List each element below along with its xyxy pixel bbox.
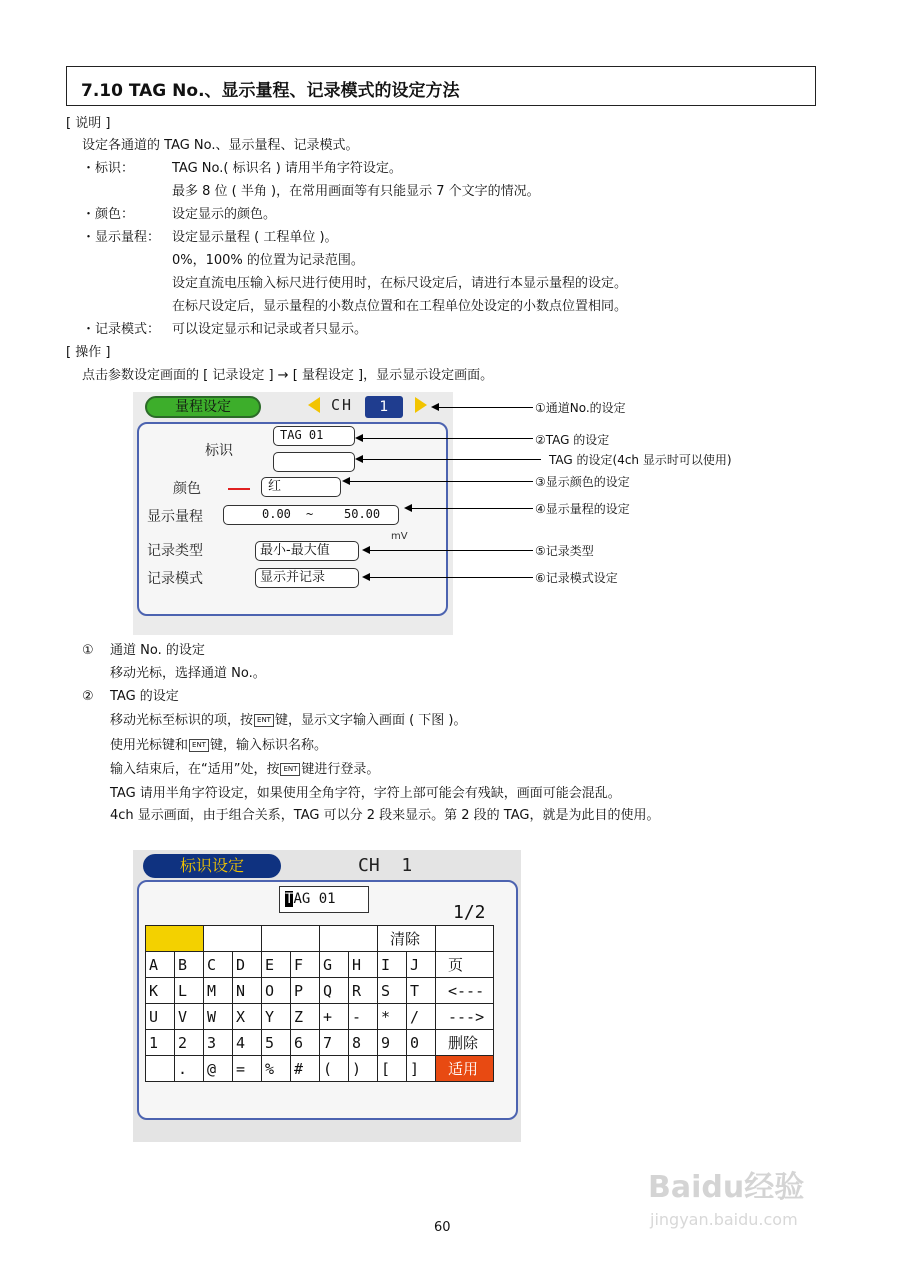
annotation-line <box>348 481 533 482</box>
step1-number: ① <box>82 643 94 658</box>
key[interactable]: Q <box>320 978 349 1004</box>
section-title: 7.10 TAG No.、显示量程、记录模式的设定方法 <box>81 81 460 101</box>
key-cursor-left[interactable]: <--- <box>436 978 494 1004</box>
arrow-head-icon <box>362 573 370 581</box>
annotation-color: ③显示颜色的设定 <box>535 475 630 489</box>
key[interactable]: 3 <box>204 1030 233 1056</box>
key[interactable]: Y <box>262 1004 291 1030</box>
tag-text-value: AG 01 <box>293 891 336 907</box>
bullet-color-line: 设定显示的颜色。 <box>172 207 277 222</box>
key[interactable]: 7 <box>320 1030 349 1056</box>
key[interactable]: [ <box>378 1056 407 1082</box>
keyboard-row <box>146 1030 494 1056</box>
step2-line3-text: 键进行登录。 <box>301 762 380 777</box>
annotation-tag: ②TAG 的设定 <box>535 433 610 447</box>
key[interactable]: I <box>378 952 407 978</box>
annotation-range: ④显示量程的设定 <box>535 502 630 516</box>
step2-line4: TAG 请用半角字符设定，如果使用全角字符，字符上部可能会有残缺，画面可能会混乱。 <box>110 786 621 801</box>
keyboard-row <box>146 952 494 978</box>
range-settings-tab[interactable]: 量程设定 <box>145 396 261 418</box>
key[interactable]: 9 <box>378 1030 407 1056</box>
key[interactable]: O <box>262 978 291 1004</box>
page-indicator: 1/2 <box>453 902 486 923</box>
key-selected-blank[interactable] <box>146 926 204 952</box>
bullet-tag: ・标识： <box>82 161 135 176</box>
range-separator: ~ <box>306 507 314 521</box>
tag-input-screen <box>133 850 521 1142</box>
key-clear[interactable]: 清除 <box>378 926 436 952</box>
bullet-range-line: 设定显示量程 ( 工程单位 )。 <box>172 230 338 245</box>
record-type-select[interactable]: 最小-最大值 <box>255 541 359 561</box>
keyboard-row <box>146 978 494 1004</box>
operation-label: [ 操作 ] <box>66 345 111 360</box>
channel-next-arrow-icon[interactable] <box>415 397 427 413</box>
page-number: 60 <box>434 1220 451 1235</box>
bullet-tag-line: 最多 8 位 ( 半角 )，在常用画面等有只能显示 7 个文字的情况。 <box>172 184 540 199</box>
bullet-color: ・颜色： <box>82 207 135 222</box>
key[interactable]: 1 <box>146 1030 175 1056</box>
operation-intro: 点击参数设定画面的 [ 记录设定 ] → [ 量程设定 ]，显示显示设定画面。 <box>82 368 494 383</box>
channel-number[interactable]: 1 <box>365 396 403 418</box>
step2-line1-text: 键，显示文字输入画面 ( 下图 )。 <box>274 713 467 728</box>
keyboard-row <box>146 1004 494 1030</box>
step2-line3-text: 输入结束后，在“适用”处，按 <box>110 762 280 777</box>
key[interactable]: H <box>349 952 378 978</box>
tag-label: 标识 <box>205 443 233 459</box>
arrow-head-icon <box>404 504 412 512</box>
annotation-channel: ①通道No.的设定 <box>535 401 626 415</box>
arrow-head-icon <box>342 477 350 485</box>
key[interactable]: G <box>320 952 349 978</box>
step2-line2 <box>110 738 327 754</box>
step1-body: 移动光标，选择通道 No.。 <box>110 666 266 681</box>
key[interactable]: R <box>349 978 378 1004</box>
key[interactable]: U <box>146 1004 175 1030</box>
key[interactable]: V <box>175 1004 204 1030</box>
arrow-head-icon <box>355 455 363 463</box>
annotation-line <box>368 577 533 578</box>
key-blank[interactable] <box>436 926 494 952</box>
range-settings-screen <box>133 392 453 635</box>
key[interactable]: % <box>262 1056 291 1082</box>
explain-intro: 设定各通道的 TAG No.、显示量程、记录模式。 <box>82 138 359 153</box>
annotation-line <box>410 508 533 509</box>
step2-line2-text: 键，输入标识名称。 <box>209 738 327 753</box>
section-heading-box <box>66 66 816 106</box>
step2-line3 <box>110 762 379 778</box>
text-cursor: T <box>285 891 294 907</box>
key[interactable]: D <box>233 952 262 978</box>
tag-settings-tab[interactable]: 标识设定 <box>143 854 281 878</box>
ent-key: ENT <box>280 763 300 776</box>
tag-text-input[interactable] <box>279 886 369 913</box>
key[interactable]: S <box>378 978 407 1004</box>
key[interactable]: 5 <box>262 1030 291 1056</box>
key[interactable]: X <box>233 1004 262 1030</box>
key[interactable]: F <box>291 952 320 978</box>
key[interactable]: 8 <box>349 1030 378 1056</box>
key-apply[interactable]: 适用 <box>436 1056 494 1082</box>
key-blank[interactable] <box>320 926 378 952</box>
key[interactable]: W <box>204 1004 233 1030</box>
channel-prev-arrow-icon[interactable] <box>308 397 320 413</box>
key[interactable]: + <box>320 1004 349 1030</box>
range-field[interactable] <box>223 505 399 525</box>
key[interactable]: B <box>175 952 204 978</box>
record-mode-select[interactable]: 显示并记录 <box>255 568 359 588</box>
bullet-range-line: 在标尺设定后，显示量程的小数点位置和在工程单位处设定的小数点位置相同。 <box>172 299 628 314</box>
range-label: 显示量程 <box>147 509 203 525</box>
tag-field-1[interactable]: TAG 01 <box>273 426 355 446</box>
annotation-tag-4ch: TAG 的设定(4ch 显示时可以使用) <box>549 453 732 467</box>
annotation-line <box>368 550 533 551</box>
color-label: 颜色 <box>173 481 201 497</box>
key[interactable]: * <box>378 1004 407 1030</box>
range-unit: mV <box>391 531 408 542</box>
arrow-head-icon <box>355 434 363 442</box>
key[interactable]: C <box>204 952 233 978</box>
bullet-range: ・显示量程： <box>82 230 161 245</box>
key[interactable]: / <box>407 1004 436 1030</box>
key[interactable]: 4 <box>233 1030 262 1056</box>
key[interactable]: ) <box>349 1056 378 1082</box>
key[interactable]: P <box>291 978 320 1004</box>
step2-title: TAG 的设定 <box>110 689 179 704</box>
key[interactable]: Z <box>291 1004 320 1030</box>
bullet-range-line: 设定直流电压输入标尺进行使用时，在标尺设定后，请进行本显示量程的设定。 <box>172 276 628 291</box>
watermark-brand: Baidu经验 <box>648 1170 805 1205</box>
step2-line2-text: 使用光标键和 <box>110 738 189 753</box>
bullet-record-mode: ・记录模式： <box>82 322 161 337</box>
watermark-url: jingyan.baidu.com <box>650 1210 798 1229</box>
channel-label: CH <box>331 396 354 414</box>
keyboard-row <box>146 1056 494 1082</box>
annotation-line <box>437 407 533 408</box>
key[interactable]: L <box>175 978 204 1004</box>
key[interactable]: ] <box>407 1056 436 1082</box>
key[interactable]: N <box>233 978 262 1004</box>
key[interactable]: 2 <box>175 1030 204 1056</box>
key[interactable] <box>146 1056 175 1082</box>
annotation-line <box>361 459 541 460</box>
key[interactable]: # <box>291 1056 320 1082</box>
key[interactable]: M <box>204 978 233 1004</box>
key[interactable]: . <box>175 1056 204 1082</box>
range-high: 50.00 <box>344 507 381 521</box>
arrow-head-icon <box>431 403 439 411</box>
key-blank[interactable] <box>262 926 320 952</box>
color-swatch <box>228 488 250 490</box>
step2-line1 <box>110 713 467 729</box>
annotation-line <box>361 438 533 439</box>
keyboard-top-row <box>146 926 494 952</box>
key[interactable]: 0 <box>407 1030 436 1056</box>
bullet-record-mode-line: 可以设定显示和记录或者只显示。 <box>172 322 368 337</box>
annotation-record-type: ⑤记录类型 <box>535 544 594 558</box>
step2-line5: 4ch 显示画面，由于组合关系，TAG 可以分 2 段来显示。第 2 段的 TAG，就是为此目的使用。 <box>110 808 660 823</box>
color-select[interactable]: 红 <box>261 477 341 497</box>
key[interactable]: K <box>146 978 175 1004</box>
step2-line1-text: 移动光标至标识的项，按 <box>110 713 254 728</box>
key-blank[interactable] <box>204 926 262 952</box>
annotation-record-mode: ⑥记录模式设定 <box>535 571 618 585</box>
step1-title: 通道 No. 的设定 <box>110 643 205 658</box>
key[interactable]: A <box>146 952 175 978</box>
key[interactable]: - <box>349 1004 378 1030</box>
tag-field-2[interactable] <box>273 452 355 472</box>
key[interactable]: = <box>233 1056 262 1082</box>
ent-key: ENT <box>189 739 209 752</box>
step2-number: ② <box>82 689 94 704</box>
record-mode-label: 记录模式 <box>147 571 203 587</box>
key[interactable]: 6 <box>291 1030 320 1056</box>
ent-key: ENT <box>254 714 274 727</box>
key[interactable]: @ <box>204 1056 233 1082</box>
key[interactable]: E <box>262 952 291 978</box>
key[interactable]: ( <box>320 1056 349 1082</box>
key[interactable]: T <box>407 978 436 1004</box>
bullet-range-line: 0%，100% 的位置为记录范围。 <box>172 253 364 268</box>
channel-indicator: CH 1 <box>358 855 413 876</box>
key-cursor-right[interactable]: ---> <box>436 1004 494 1030</box>
key[interactable]: J <box>407 952 436 978</box>
range-low: 0.00 <box>262 507 291 521</box>
bullet-tag-line: TAG No.( 标识名 ) 请用半角字符设定。 <box>172 161 402 176</box>
key-page[interactable]: 页 <box>436 952 494 978</box>
explain-label: [ 说明 ] <box>66 116 111 131</box>
key-delete[interactable]: 删除 <box>436 1030 494 1056</box>
arrow-head-icon <box>362 546 370 554</box>
record-type-label: 记录类型 <box>147 543 203 559</box>
character-keyboard <box>145 925 494 1082</box>
